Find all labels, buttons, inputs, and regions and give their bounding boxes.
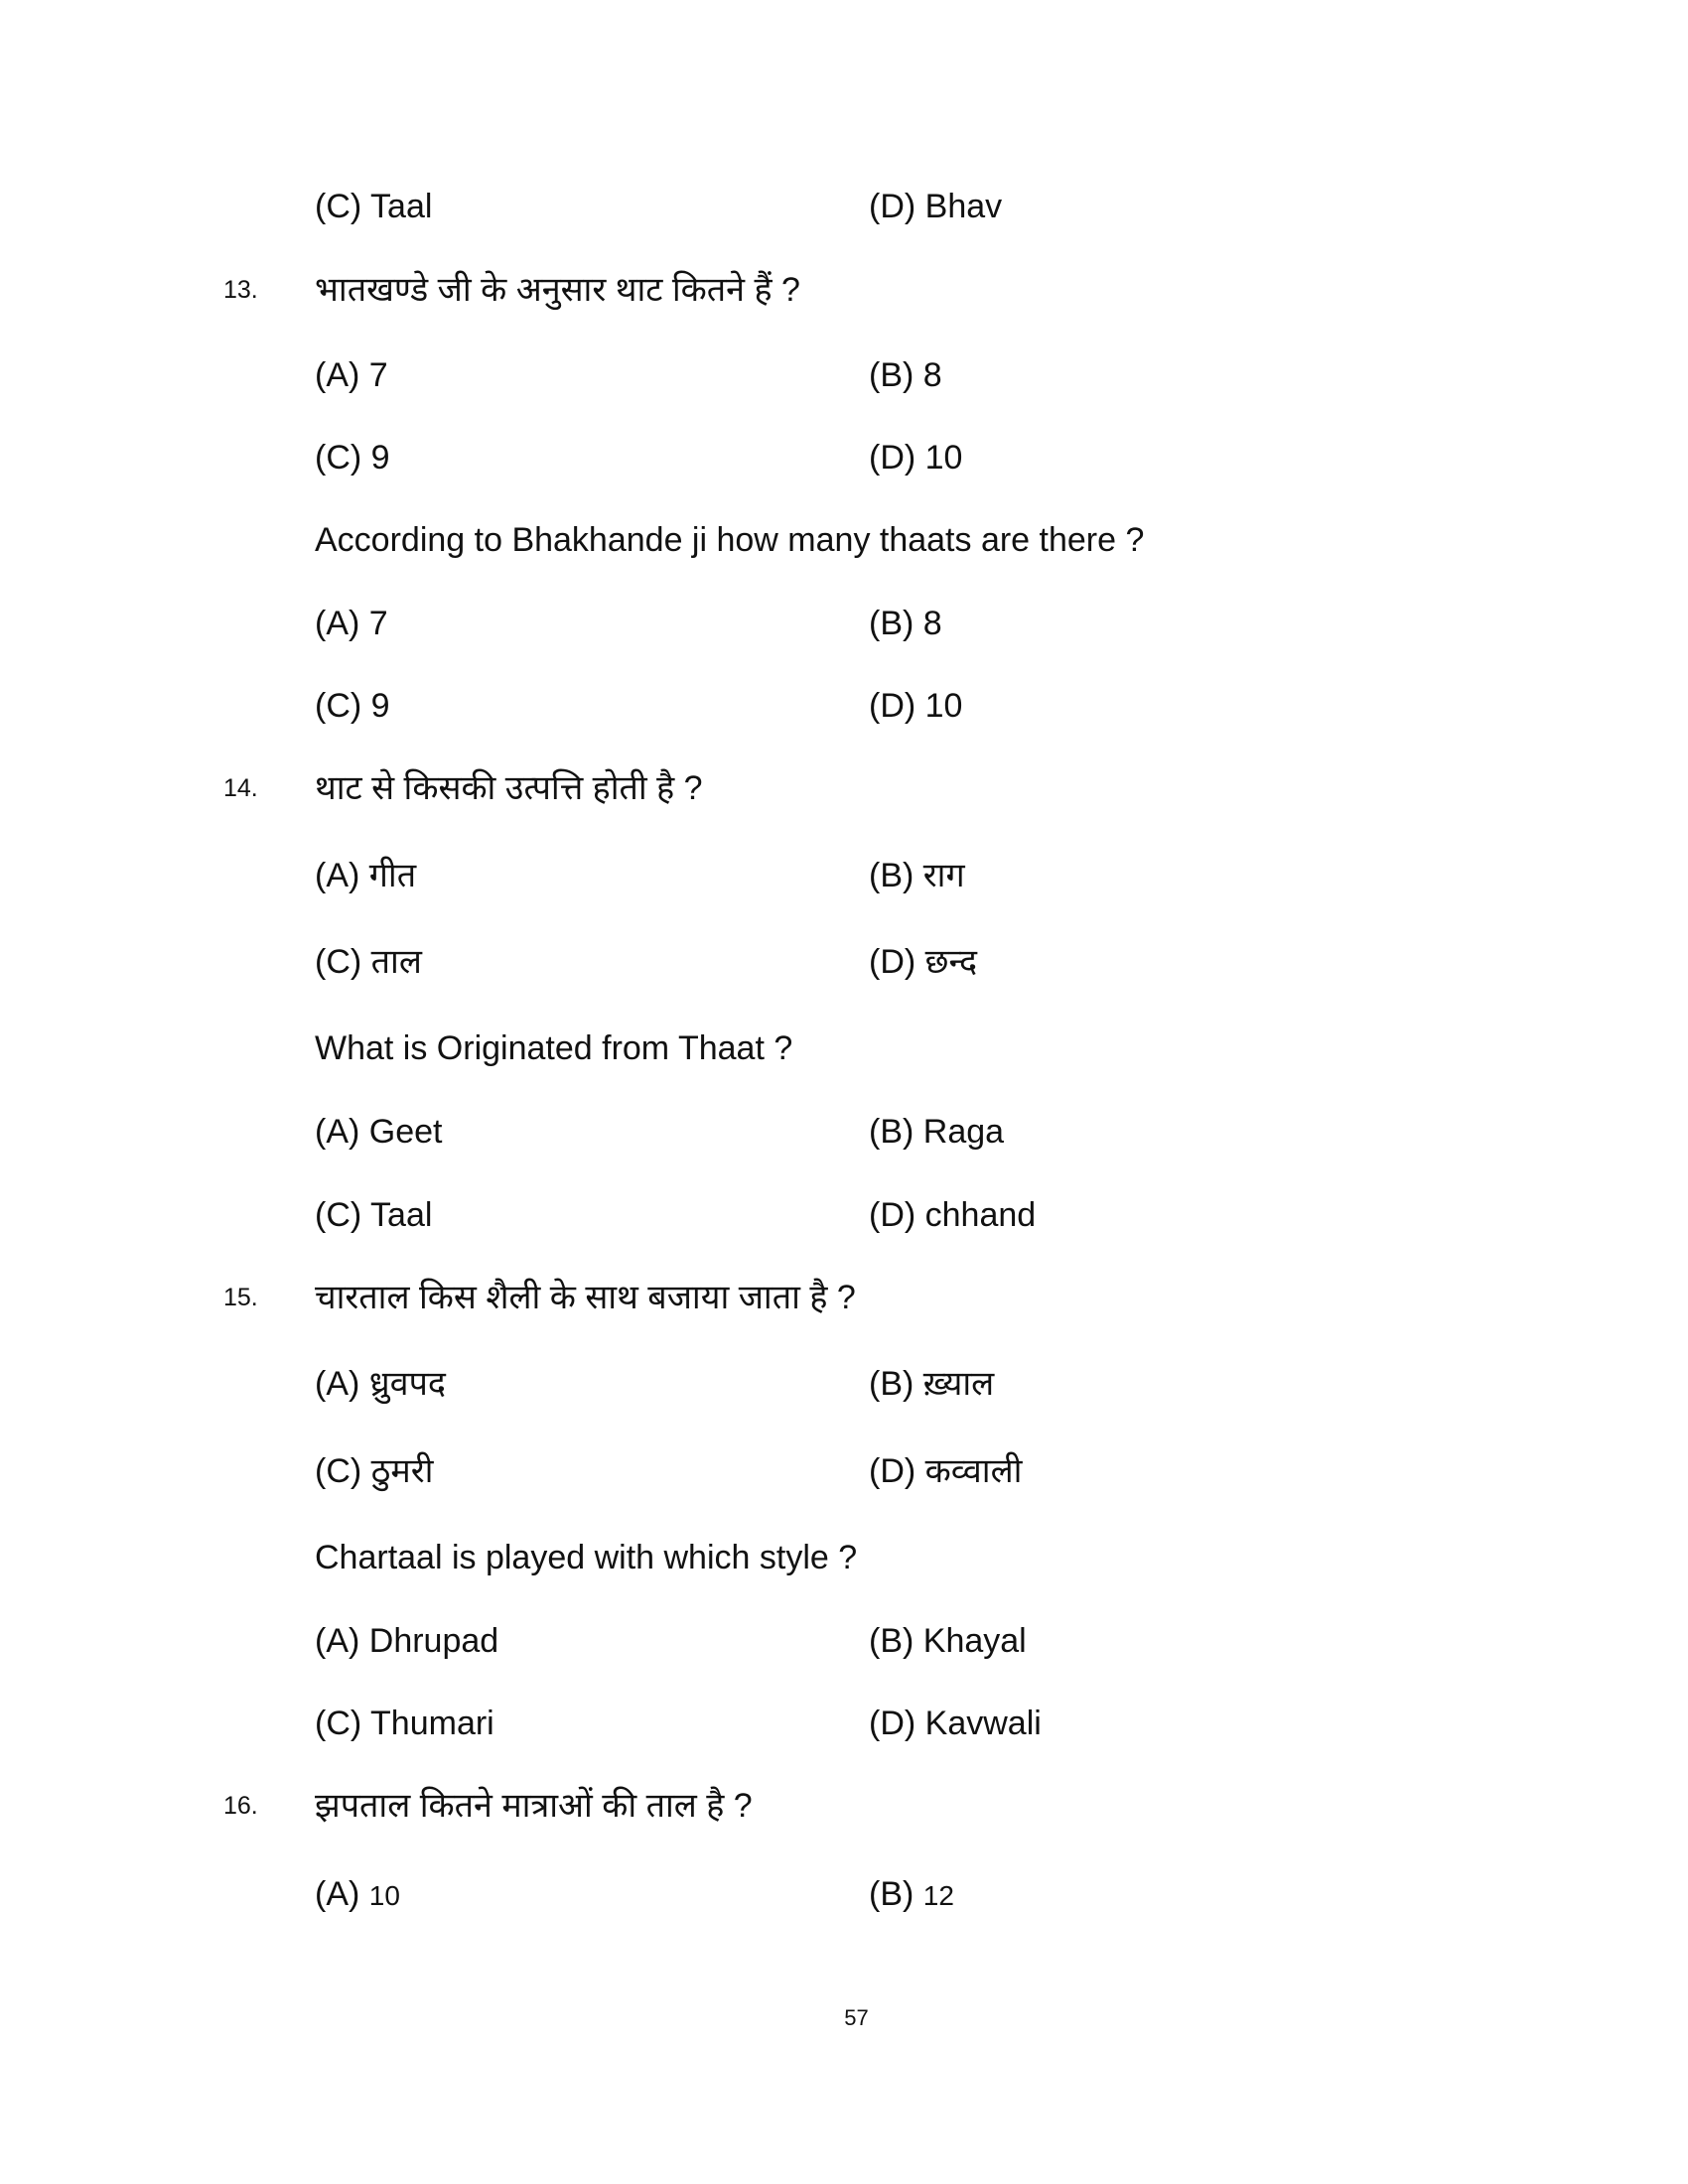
option-a: (A) Dhrupad [315, 1622, 499, 1660]
question-number: 13. [223, 276, 258, 304]
option-d: (D) 10 [869, 687, 963, 725]
option-d: (D) कव्वाली [869, 1452, 1023, 1490]
option-d: (D) छन्द [869, 943, 978, 981]
question-text-english: What is Originated from Thaat ? [315, 1029, 793, 1067]
option-label: (A) [315, 1875, 360, 1913]
option-c: (C) ताल [315, 943, 422, 981]
question-number: 14. [223, 774, 258, 802]
option-c: (C) Thumari [315, 1705, 494, 1742]
option-b [869, 1874, 954, 1916]
question-text-hindi: झपताल कितने मात्राओं की ताल है ? [315, 1787, 753, 1825]
prev-option-d: (D) Bhav [869, 188, 1003, 225]
question-text-hindi: थाट से किसकी उत्पत्ति होती है ? [315, 769, 703, 807]
option-c: (C) 9 [315, 439, 390, 477]
option-value: 10 [368, 1880, 400, 1911]
option-d: (D) Kavwali [869, 1705, 1042, 1742]
prev-option-c: (C) Taal [315, 188, 433, 225]
page-number: 57 [844, 2005, 869, 2030]
option-c: (C) Taal [315, 1196, 433, 1234]
question-text-hindi: चारताल किस शैली के साथ बजाया जाता है ? [315, 1279, 856, 1316]
option-a: (A) Geet [315, 1113, 443, 1151]
option-d: (D) 10 [869, 439, 963, 477]
option-b: (B) Khayal [869, 1622, 1027, 1660]
option-value: 12 [922, 1880, 954, 1911]
option-b: (B) राग [869, 857, 965, 894]
option-a: (A) 7 [315, 356, 388, 394]
option-a: (A) ध्रुवपद [315, 1365, 446, 1403]
option-a: (A) गीत [315, 857, 417, 894]
option-b: (B) ख़्याल [869, 1365, 995, 1403]
option-c: (C) ठुमरी [315, 1452, 434, 1490]
question-text-english: According to Bhakhande ji how many thaats are there ? [315, 521, 1145, 559]
option-c: (C) 9 [315, 687, 390, 725]
option-label: (B) [869, 1875, 914, 1913]
option-d: (D) chhand [869, 1196, 1037, 1234]
question-text-hindi: भातखण्डे जी के अनुसार थाट कितने हैं ? [315, 271, 800, 309]
question-number: 15. [223, 1284, 258, 1311]
question-number: 16. [223, 1792, 258, 1820]
option-b: (B) 8 [869, 605, 942, 642]
option-b: (B) 8 [869, 356, 942, 394]
option-a: (A) 7 [315, 605, 388, 642]
option-a [315, 1874, 400, 1916]
option-b: (B) Raga [869, 1113, 1005, 1151]
question-text-english: Chartaal is played with which style ? [315, 1539, 858, 1576]
